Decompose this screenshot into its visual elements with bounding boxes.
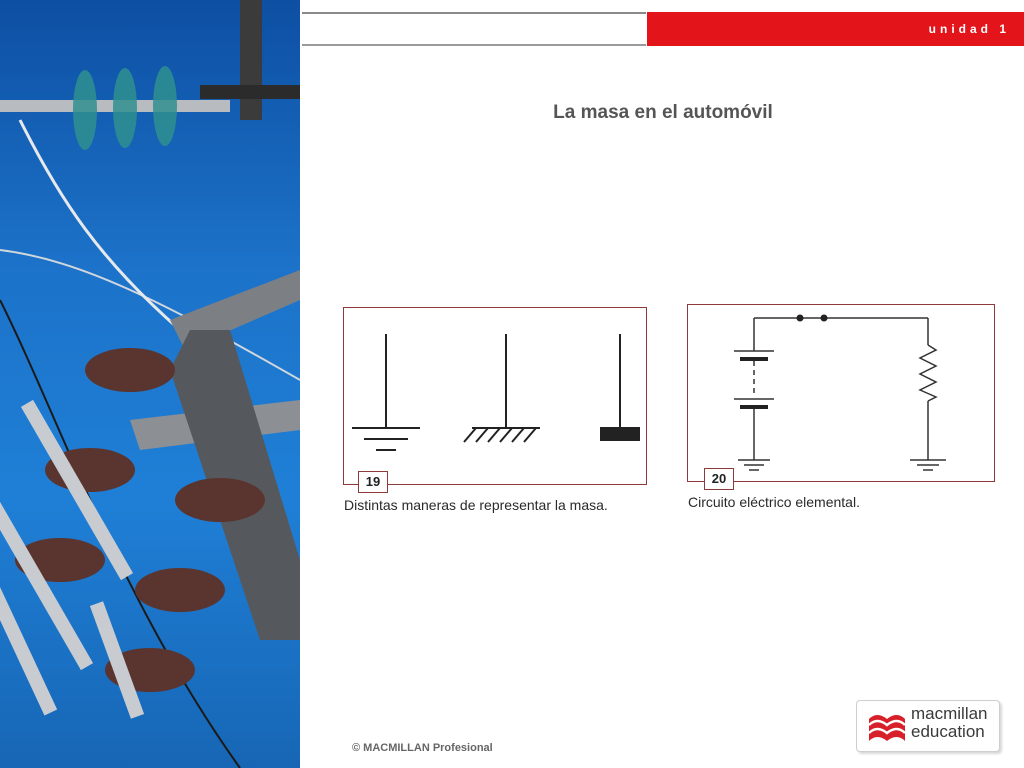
figure-ground-symbols	[343, 307, 647, 489]
unit-label: unidad 1	[928, 22, 1010, 36]
figure-caption: Distintas maneras de representar la masa.	[344, 497, 608, 513]
figure-circuit	[687, 304, 995, 486]
unit-banner	[647, 12, 1024, 46]
header-bar	[302, 12, 646, 46]
ground-symbols-drawing	[344, 308, 646, 484]
macmillan-logo	[856, 700, 1000, 752]
logo-line-1: macmillan	[911, 704, 988, 723]
circuit-drawing	[688, 305, 994, 481]
figure-number: 19	[358, 471, 388, 493]
figure-number: 20	[704, 468, 734, 490]
slide-title: La masa en el automóvil	[553, 102, 773, 123]
figure-caption: Circuito eléctrico elemental.	[688, 494, 860, 510]
logo-mark-icon	[867, 707, 907, 745]
insulator-photo	[0, 0, 300, 768]
copyright-text: © MACMILLAN Profesional	[352, 742, 493, 754]
logo-line-2: education	[911, 722, 985, 741]
logo-wordmark	[911, 705, 988, 741]
